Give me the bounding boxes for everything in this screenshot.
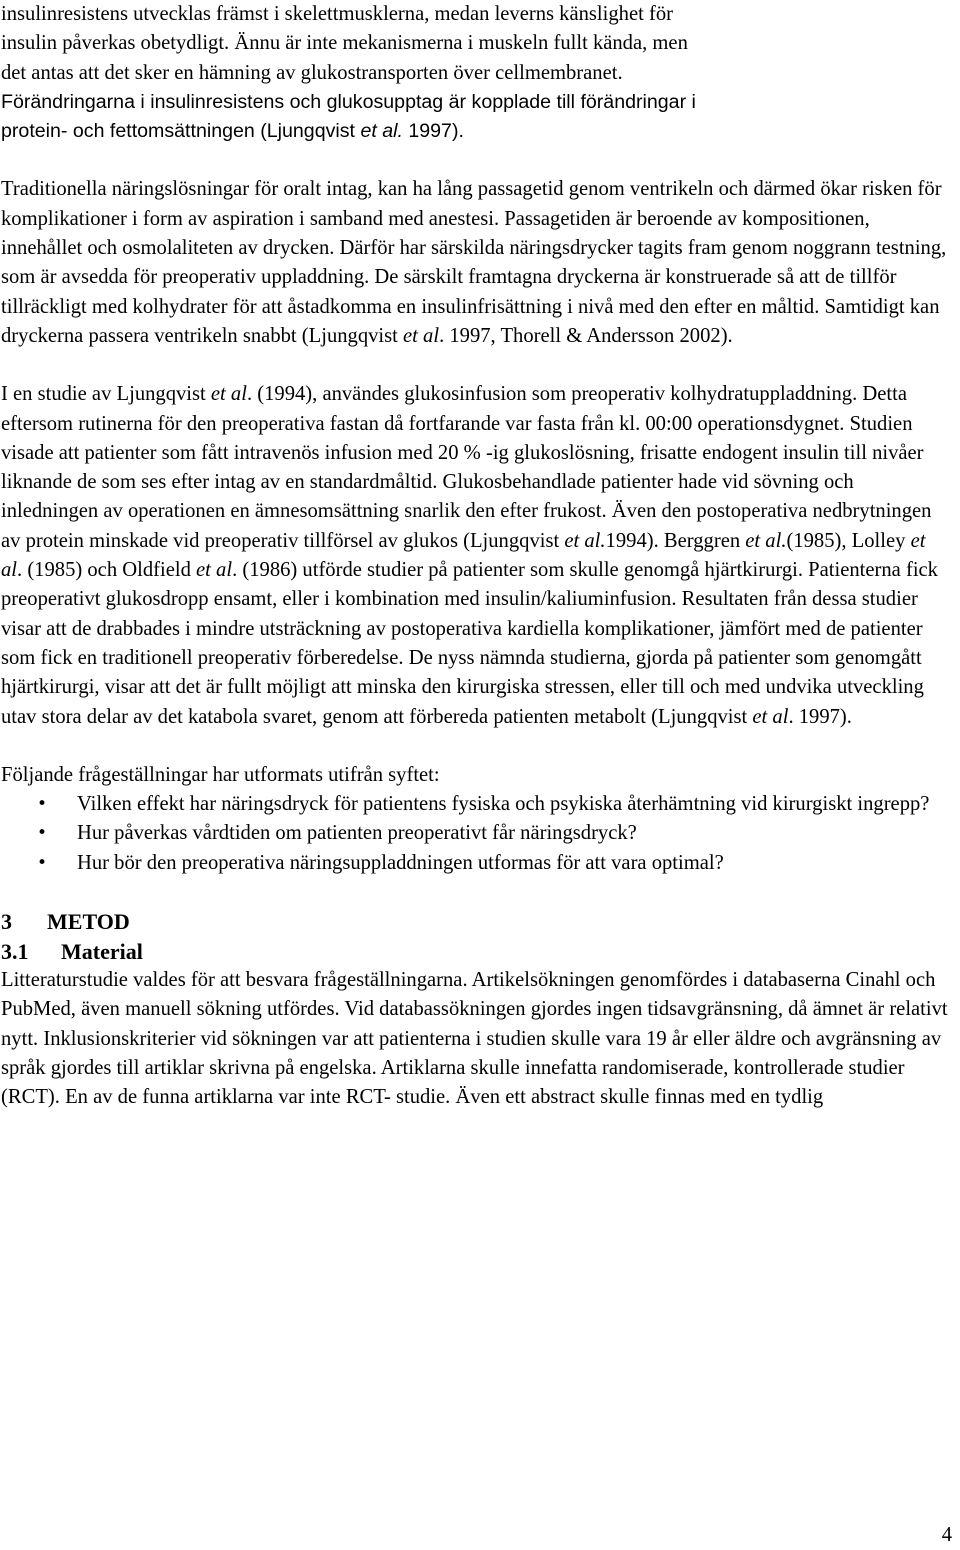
et-al-citation: et al. (360, 120, 403, 143)
text-run: protein- och fettomsättningen (Ljungqvist (1, 120, 361, 143)
bullet-icon: • (37, 794, 48, 815)
text-line: det antas att det sker en hämning av glukostransporten över cellmembranet. (1, 61, 623, 84)
paragraph-insulin-resistance (1, 0, 951, 146)
bullet-icon: • (37, 823, 48, 844)
paragraph-method: Litteraturstudie valdes för att besvara frågeställningarna. Artikelsökningen genomfördes i databaserna Cinahl och PubMed, även manuell sökning utfördes. Vid databassökningen gjordes ingen tidsavgränsning, då ämnet är relativt nytt. Inklusionskriterier vid sökningen var att patienterna i studien skulle vara 19 år eller äldre och avgränsning av språk gjordes till artiklar skrivna på engelska. Artiklarna skulle innefatta randomiserade, kontrollerade studier (RCT). En av de funna artiklarna var inte RCT- studie. Även ett abstract skulle finnas med en tydlig (1, 969, 948, 1109)
text-run: . 1997). (788, 705, 852, 728)
et-al-citation: et al (196, 559, 233, 582)
question-text: Vilken effekt har näringsdryck för patientens fysiska och psykiska återhämtning vid kirurgiskt ingrepp? (77, 793, 930, 816)
et-al-citation: et al (403, 324, 440, 347)
questions-intro: Följande frågeställningar har utformats utifrån syftet: (1, 763, 440, 786)
et-al-citation: et al (210, 383, 247, 406)
text-run: I en studie av Ljungqvist (1, 383, 211, 406)
text-run: . (1986) utförde studier på patienter som skulle genomgå hjärtkirurgi. Patienterna fick preoperativt glukosdropp ensamt, eller i kombination med insulin/kaliuminfusion. Resultaten från dessa studier visar att de drabbades i mindre utsträckning av postoperativa kardiella komplikationer, jämfört med de patienter som fick en traditionell preoperativ förberedelse. De nyss nämnda studierna, gjorda på patienter som genomgått hjärtkirurgi, visar att det är fullt möjligt att minska den kirurgiska stressen, eller till och med undvika utveckling utav stora delar av det katabola svaret, genom att förbereda patienten metabolt (Ljungqvist (1, 559, 938, 728)
question-text: Hur påverkas vårdtiden om patienten preoperativt får näringsdryck? (77, 822, 637, 845)
text-line: insulinresistens utvecklas främst i skelettmusklerna, medan leverns känslighet för (1, 3, 673, 25)
section-title: METOD (47, 909, 130, 935)
paragraph-nutrition-solutions (1, 175, 951, 351)
text-run: . (1994), användes glukosinfusion som preoperativ kolhydratuppladdning. Detta eftersom rutinerna för den preoperativa fastan då fortfarande var fasta från kl. 00:00 operationsdygnet. Studien visade att patienter som fått intravenös infusion med 20 % -ig glukoslösning, frisatte endogent insulin till nivåer liknande de som ses efter intag av en standardmåltid. Glukosbehandlade patienter hade vid sövning och inledningen av operationen en ämnesomsättning snarlik den efter frukost. Även den postoperativa nedbrytningen av protein minskade vid preoperativ tillförsel av glukos (Ljungqvist (1, 383, 932, 552)
text-line (1, 117, 951, 146)
et-al-citation: et al. (745, 529, 787, 552)
paragraph-glucose-studies (1, 380, 951, 732)
document-page (1, 0, 951, 1113)
text-run: . (1985) och Oldfield (17, 559, 197, 582)
list-item (1, 790, 951, 819)
text-run: 1997). (402, 120, 464, 143)
subsection-number: 3.1 (1, 938, 29, 964)
section-number: 3 (1, 909, 12, 935)
text-line: Förändringarna i insulinresistens och glukosupptag är kopplade till förändringar i (1, 90, 696, 113)
page-number: 4 (941, 1524, 952, 1546)
text-run: Traditionella näringslösningar för oralt intag, kan ha lång passagetid genom ventrikeln och därmed ökar risken för komplikationer i form av aspiration i samband med anestesi. Passagetiden är beroende av kompositionen, innehållet och osmolaliteten av drycken. Därför har särskilda näringsdrycker tagits fram genom noggrann testning, som är avsedda för preoperativ uppladdning. De särskilt framtagna dryckerna är konstruerade så att de tillför tillräckligt med kolhydrater för att åstadkomma en insulinfrisättning i nivå med den efter en måltid. Samtidigt kan dryckerna passera ventrikeln snabbt (Ljungqvist (1, 178, 947, 347)
et-al-citation: et al (1, 529, 926, 582)
text-run: . 1997, Thorell & Andersson 2002). (439, 324, 733, 347)
text-line: insulin påverkas obetydligt. Ännu är inte mekanismerna i muskeln fullt kända, men (1, 32, 688, 55)
list-item (1, 819, 951, 848)
section-heading (1, 907, 951, 937)
subsection-title: Material (61, 938, 143, 964)
et-al-citation: et al (752, 705, 789, 728)
bullet-icon: • (37, 852, 48, 873)
research-questions-list (1, 790, 951, 878)
subsection-heading (1, 937, 951, 967)
question-text: Hur bör den preoperativa näringsuppladdningen utformas för att vara optimal? (77, 851, 724, 874)
text-run: (1985), Lolley (786, 529, 911, 552)
et-al-citation: et al. (564, 529, 606, 552)
text-run: 1994). Berggren (605, 529, 746, 552)
list-item (1, 849, 951, 878)
